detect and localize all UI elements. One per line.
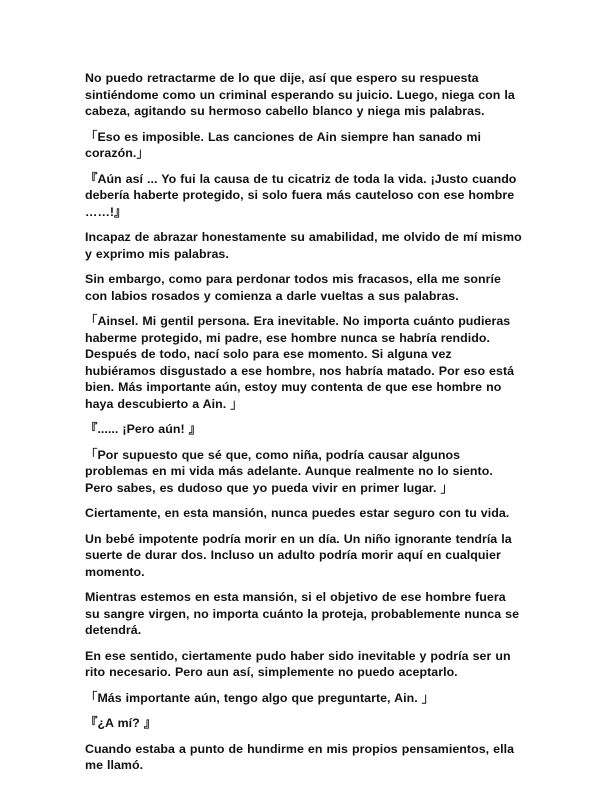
paragraph: 「Por supuesto que sé que, como niña, podría causar algunos problemas en mi vida más adelante. Aunque realmente no lo siento. Pero sabes, es dudoso que yo pueda vivir en primer lugar. 」 (85, 447, 493, 495)
paragraph: 『...... ¡Pero aún! 』 (85, 422, 202, 436)
paragraph: Incapaz de abrazar honestamente su amabilidad, me olvido de mí mismo y exprimo mis palabras. (85, 230, 522, 261)
paragraph: Mientras estemos en esta mansión, si el objetivo de ese hombre fuera su sangre virgen, no importa cuánto la proteja, probablemente nunca se detendrá. (85, 590, 520, 637)
paragraph: En ese sentido, ciertamente pudo haber sido inevitable y podría ser un rito necesario. Pero aun así, simplemente no puedo aceptarlo. (85, 648, 511, 679)
paragraph: 「Eso es imposible. Las canciones de Ain siempre han sanado mi corazón.」 (85, 129, 481, 160)
paragraph: 『Aún así ... Yo fui la causa de tu cicatriz de toda la vida. ¡Justo cuando debería haberte protegido, si solo fuera más cauteloso con ese hombre ……!』 (85, 171, 517, 219)
paragraph: Sin embargo, como para perdonar todos mis fracasos, ella me sonríe con labios rosados y comienza a darle vueltas a sus palabras. (85, 272, 501, 303)
paragraph: Un bebé impotente podría morir en un día. Un niño ignorante tendría la suerte de durar dos. Incluso un adulto podría morir aquí en cualquier momento. (85, 531, 512, 579)
paragraph: Cuando estaba a punto de hundirme en mis propios pensamientos, ella me llamó. (85, 741, 515, 772)
paragraph: No puedo retractarme de lo que dije, así que espero su respuesta sintiéndome como un criminal esperando su juicio. Luego, niega con la cabeza, agitando su hermoso cabello blanco y niega mis palabras. (85, 71, 515, 118)
paragraph: 「Ainsel. Mi gentil persona. Era inevitable. No importa cuánto pudieras haberme protegido, mi padre, ese hombre nunca se habría rendido. Después de todo, nací solo para ese momento. Si alguna vez hubiéramos disgustado a ese hombre, nos habría matado. Por eso está bien. Más importante aún, estoy muy contenta de que ese hombre no haya descubierto a Ain. 」 (85, 314, 515, 411)
paragraph: 『¿A mí? 』 (85, 716, 157, 730)
paragraph: 「Más importante aún, tengo algo que preguntarte, Ain. 」 (85, 690, 435, 705)
paragraph: Ciertamente, en esta mansión, nunca puedes estar seguro con tu vida. (85, 506, 510, 520)
